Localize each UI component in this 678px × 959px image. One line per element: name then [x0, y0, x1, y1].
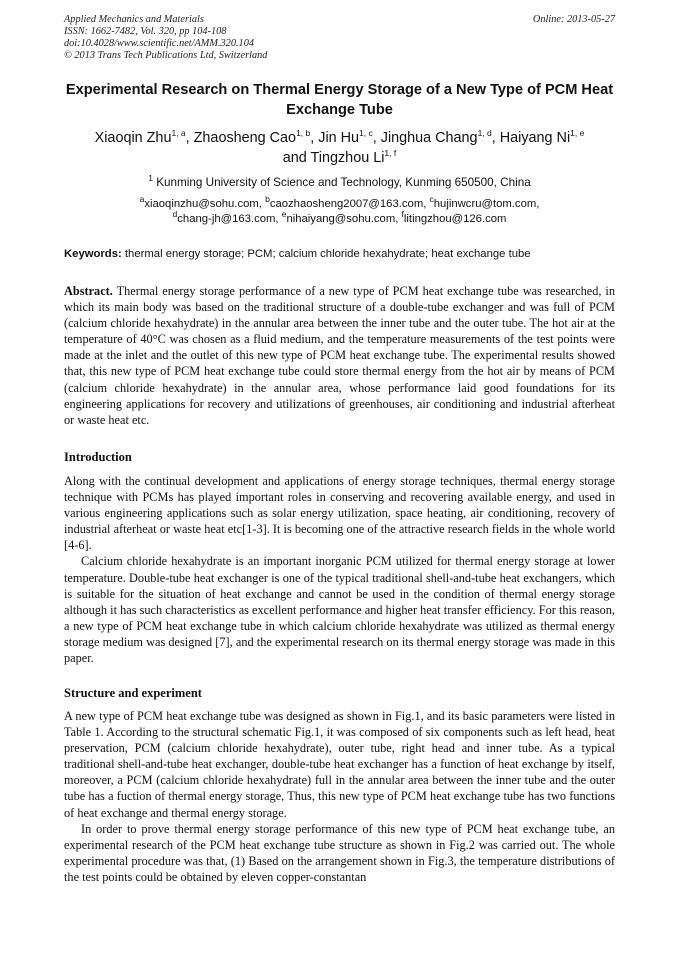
author-name: Haiyang Ni [499, 130, 571, 146]
journal-name: Applied Mechanics and Materials [64, 14, 204, 25]
email-sup: a [139, 194, 145, 205]
paragraph: Calcium chloride hexahydrate is an important inorganic PCM utilized for thermal energy storage at lower temperature. Double-tube heat exchanger is one of the typical traditional shell-and-tube heat exchangers, which is suitable for the situation of heat exchange and cannot be used in the condition of thermal energy storage although it has such characteristics as excellent performance and higher heat transfer efficiency. For this reason, a new type of PCM heat exchange tube in which calcium chloride hexahydrate was utilized as thermal energy storage medium was designed [7], and the experimental research on its thermal energy storage was made in this paper. [64, 554, 615, 666]
email-link[interactable]: xiaoqinzhu@sohu.com [144, 198, 259, 210]
abstract [64, 283, 615, 428]
paragraph: In order to prove thermal energy storage performance of this new type of PCM heat exchange tube, an experimental research of the PCM heat exchange tube structure as shown in Fig.2 was carried out. The whole experimental procedure was that, (1) Based on the arrangement shown in Fig.3, the temperature distributions of the test points could be obtained by eleven copper-constantan [64, 821, 615, 884]
author-name: Tingzhou Li [310, 150, 385, 166]
abstract-label: Abstract. [64, 284, 113, 298]
journal-header [64, 14, 267, 62]
email-link[interactable]: litingzhou@126.com [403, 213, 507, 225]
email-link[interactable]: chang-jh@163.com [177, 213, 276, 225]
affiliation-text: Kunming University of Science and Technology, Kunming 650500, China [156, 176, 531, 189]
author-name: Xiaoqin Zhu [94, 130, 172, 146]
paragraph: Along with the continual development and applications of energy storage techniques, thermal energy storage technique with PCMs has played important roles in conserving and recovering available energy, and used in various engineering applications such as solar energy utilization, space heating, air conditioning, recovery of industrial afterheat or waste heat etc[1-3]. It is becoming one of the attractive research fields in the whole world [4-6]. [64, 474, 615, 553]
email-link[interactable]: caozhaosheng2007@163.com [269, 198, 424, 210]
paragraph: A new type of PCM heat exchange tube was designed as shown in Fig.1, and its basic parameters were listed in Table 1. According to the structural schematic Fig.1, it was composed of six components such as left head, heat preservation, PCM (calcium chloride hexahydrate), outer tube, right head and inner tube. As a typical traditional shell-and-tube heat exchanger, double-tube heat exchanger has a function of heat exchange by itself, moreover, a PCM (calcium chloride hexahydrate) full in the annular area between the inner tube and the outer tube has a fuction of thermal energy storage, Thus, this new type of PCM heat exchange tube has two functions of heat exchange and thermal energy storage. [64, 709, 615, 820]
author-sup: 1, b [296, 128, 311, 139]
doi-line: doi:10.4028/www.scientific.net/AMM.320.104 [64, 38, 254, 49]
section-heading-structure: Structure and experiment [64, 686, 202, 700]
author-sup: 1, f [384, 148, 397, 159]
author-sup: 1, e [570, 128, 585, 139]
email-sup: c [429, 194, 434, 205]
keywords-label: Keywords: [64, 248, 122, 260]
keywords [64, 247, 615, 262]
affiliation [64, 175, 615, 190]
author-sup: 1, d [477, 128, 492, 139]
structure-section [64, 708, 615, 885]
author-name: Jin Hu [318, 130, 360, 146]
email-sup: d [172, 209, 178, 220]
introduction-section [64, 473, 615, 666]
abstract-text: Thermal energy storage performance of a new type of PCM heat exchange tube was researched, in which its main body was based on the traditional structure of a double-tube exchanger and was full of PCM (calcium chloride hexahydrate) in the annular area between the inner tube and the outer tube. The hot air at the temperature of 40°C was chosen as a fluid medium, and the temperature measurements of the test points were made at the inlet and the outlet of this new type of PCM heat exchange tube. The experimental results showed that, this new type of PCM heat exchange tube could store thermal energy from the hot air by means of PCM (calcium chloride hexahydrate) in the annular area, whose performance laid good foundations for its engineering applications for recovery and utilizations of greenhouses, air conditioning and industrial afterheat or waste heat etc. [64, 284, 615, 427]
keywords-text: thermal energy storage; PCM; calcium chloride hexahydrate; heat exchange tube [124, 248, 531, 260]
author-sup: 1, a [171, 128, 186, 139]
affiliation-sup: 1 [148, 173, 154, 184]
author-name: Zhaosheng Cao [193, 130, 297, 146]
email-link[interactable]: nihaiyang@sohu.com [286, 213, 396, 225]
author-sup: 1, c [359, 128, 373, 139]
copyright-line: © 2013 Trans Tech Publications Ltd, Switzerland [64, 50, 268, 61]
issn-line: ISSN: 1662-7482, Vol. 320, pp 104-108 [64, 26, 227, 37]
author-list: Xiaoqin Zhu$^{1, a}$, Zhaosheng Cao$^{1, b}$, Jin Hu$^{1, c}$, Jinghua Chang$^{1, d}$, Haiyang Ni$^{1, e}$ and Tingzhou Li$^{1, f}$ [94, 128, 585, 166]
email-sup: b [265, 194, 270, 205]
email-sup: f [401, 209, 404, 220]
email-list: $^a$xiaoqinzhu@sohu.com, $^b$caozhaosheng2007@163.com, $^c$hujinwcru@tom.com, $^d$chang-jh@163.com, $^e$nihaiyang@sohu.com, $^f$litingzhou@126.com [139, 194, 540, 225]
email-link[interactable]: hujinwcru@tom.com [433, 198, 537, 210]
email-sup: e [281, 209, 287, 220]
online-date: Online: 2013-05-27 [532, 14, 615, 25]
section-heading-introduction: Introduction [64, 450, 132, 464]
paper-title: Experimental Research on Thermal Energy Storage of a New Type of PCM Heat Exchange Tube [65, 82, 614, 118]
author-name: Jinghua Chang [380, 130, 478, 146]
